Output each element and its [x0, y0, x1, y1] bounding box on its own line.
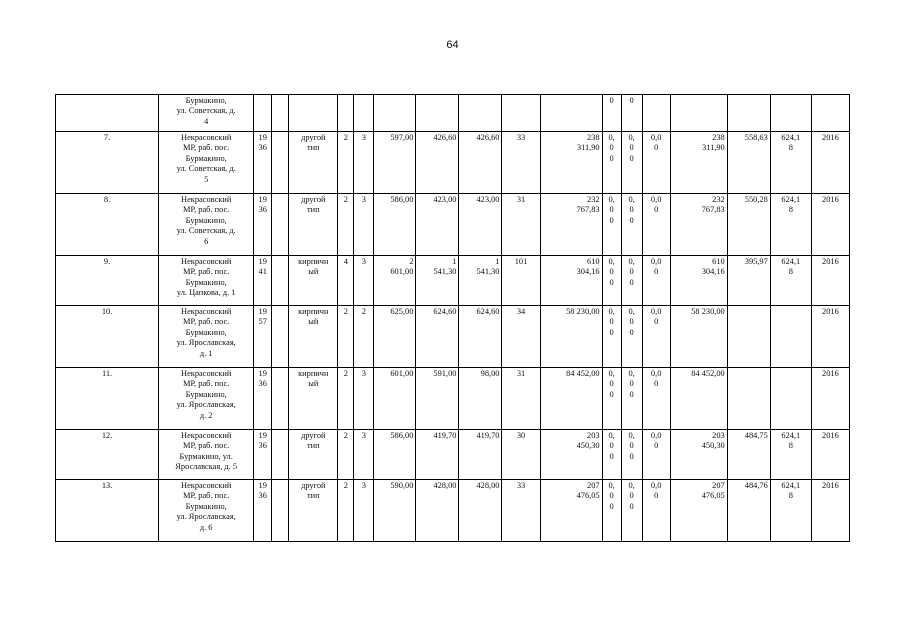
max-cost-cell: 624,1 8	[781, 431, 801, 451]
page-number: 64	[446, 39, 459, 51]
floors-cell: 2	[343, 481, 348, 490]
repair-cost-cell: 203 450,30	[576, 431, 600, 451]
regional-funds-cell: 0, 0 0	[628, 431, 635, 461]
row-number-cell: 8.	[103, 195, 111, 204]
local-funds-cell: 0,0 0	[650, 431, 662, 451]
federal-funds-cell: 0, 0 0	[608, 257, 615, 287]
table-row	[56, 256, 850, 306]
living-area-cell: 423,00	[433, 195, 457, 204]
floors-cell: 2	[343, 431, 348, 440]
residential-area-cell: 423,00	[476, 195, 500, 204]
floors-cell: 2	[343, 369, 348, 378]
residential-area-cell: 428,00	[476, 481, 500, 490]
total-area-cell: 597,00	[390, 133, 414, 142]
residents-cell: 34	[516, 307, 526, 316]
owner-funds-cell: 84 452,00	[691, 369, 725, 378]
owner-funds-cell: 610 304,16	[701, 257, 725, 277]
address-cell: Некрасовский МР, раб. пос. Бурмакино, ул. Цапкова, д. 1	[176, 257, 236, 298]
regional-funds-cell: 0, 0 0	[628, 133, 635, 163]
federal-funds-cell: 0, 0 0	[608, 307, 615, 337]
living-area-cell: 426,60	[433, 133, 457, 142]
federal-funds-cell: 0, 0 0	[608, 133, 615, 163]
regional-funds-cell: 0, 0 0	[628, 257, 635, 287]
floors-cell: 2	[343, 195, 348, 204]
max-cost-cell: 624,1 8	[781, 133, 801, 153]
year-built-cell: 19 36	[258, 481, 267, 501]
total-area-cell: 625,00	[390, 307, 414, 316]
local-funds-cell: 0,0 0	[650, 307, 662, 327]
local-funds-cell: 0,0 0	[650, 195, 662, 215]
table-row	[56, 480, 850, 542]
table-row	[56, 368, 850, 430]
completion-year-cell: 2016	[822, 307, 839, 316]
year-built-cell: 19 36	[258, 431, 267, 451]
address-cell: Некрасовский МР, раб. пос. Бурмакино, ул. Ярославская, д. 2	[176, 369, 236, 420]
living-area-cell: 419,70	[433, 431, 457, 440]
federal-funds-cell: 0, 0 0	[608, 431, 615, 461]
repair-cost-cell: 207 476,05	[576, 481, 600, 501]
table-row	[56, 306, 850, 368]
completion-year-cell: 2016	[822, 195, 839, 204]
address-cell: Некрасовский МР, раб. пос. Бурмакино, ул. Ярославская, д. 5	[175, 431, 238, 472]
completion-year-cell: 2016	[822, 431, 839, 440]
owner-funds-cell: 203 450,30	[701, 431, 725, 451]
year-built-cell: 19 36	[258, 369, 267, 389]
year-built-cell: 19 36	[258, 133, 267, 153]
specific-cost-cell: 484,76	[744, 481, 768, 490]
address-cell: Некрасовский МР, раб. пос. Бурмакино, ул. Советская, д. 5	[176, 133, 236, 184]
residents-cell: 31	[516, 195, 526, 204]
table-row	[56, 430, 850, 480]
local-funds-cell: 0,0 0	[650, 369, 662, 389]
wall-material-cell: кирпичн ый	[298, 307, 329, 327]
table-row	[56, 194, 850, 256]
local-funds-cell: 0,0 0	[650, 133, 662, 153]
address-cell: Некрасовский МР, раб. пос. Бурмакино, ул. Ярославская, д. 1	[176, 307, 236, 358]
max-cost-cell: 624,1 8	[781, 257, 801, 277]
row-number-cell: 7.	[103, 133, 111, 142]
max-cost-cell: 624,1 8	[781, 481, 801, 501]
specific-cost-cell: 395,97	[744, 257, 768, 266]
regional-funds-cell: 0, 0 0	[628, 195, 635, 225]
row-number-cell: 10.	[101, 307, 113, 316]
address-cell: Некрасовский МР, раб. пос. Бурмакино, ул. Советская, д. 6	[176, 195, 236, 246]
owner-funds-cell: 232 767,83	[701, 195, 725, 215]
year-built-cell: 19 41	[258, 257, 267, 277]
federal-funds-cell: 0, 0 0	[608, 195, 615, 225]
repair-cost-cell: 238 311,90	[576, 133, 600, 153]
federal-funds-cell: 0, 0 0	[608, 369, 615, 399]
entrances-cell: 3	[361, 481, 366, 490]
completion-year-cell: 2016	[822, 133, 839, 142]
entrances-cell: 3	[361, 195, 366, 204]
specific-cost-cell: 484,75	[744, 431, 768, 440]
local-funds-cell: 0,0 0	[650, 481, 662, 501]
regional-funds-cell: 0, 0 0	[628, 481, 635, 511]
specific-cost-cell: 558,63	[744, 133, 768, 142]
year-built-cell: 19 57	[258, 307, 267, 327]
residents-cell: 33	[516, 133, 526, 142]
address-cell: Некрасовский МР, раб. пос. Бурмакино, ул. Ярославская, д. 6	[176, 481, 236, 532]
year-built-cell: 19 36	[258, 195, 267, 215]
wall-material-cell: кирпичн ый	[298, 369, 329, 389]
residential-area-cell: 1 541,30	[476, 257, 500, 277]
wall-material-cell: другой тип	[301, 133, 326, 153]
repair-cost-cell: 232 767,83	[576, 195, 600, 215]
owner-funds-cell: 58 230,00	[691, 307, 725, 316]
total-area-cell: 2 601,00	[390, 257, 414, 277]
wall-material-cell: кирпичн ый	[298, 257, 329, 277]
regional-funds-cell: 0, 0 0	[628, 369, 635, 399]
max-cost-cell: 624,1 8	[781, 195, 801, 215]
living-area-cell: 591,00	[433, 369, 457, 378]
owner-funds-cell: 207 476,05	[701, 481, 725, 501]
housing-register-table	[55, 94, 850, 542]
row-number-cell: 11.	[101, 369, 113, 378]
specific-cost-cell: 550,28	[744, 195, 768, 204]
living-area-cell: 428,00	[433, 481, 457, 490]
repair-cost-cell: 84 452,00	[566, 369, 600, 378]
completion-year-cell: 2016	[822, 257, 839, 266]
floors-cell: 2	[343, 133, 348, 142]
living-area-cell: 1 541,30	[433, 257, 457, 277]
wall-material-cell: другой тип	[301, 431, 326, 451]
repair-cost-cell: 58 230,00	[566, 307, 600, 316]
local-funds-cell: 0,0 0	[650, 257, 662, 277]
federal-funds-cell: 0, 0 0	[608, 481, 615, 511]
residents-cell: 30	[516, 431, 526, 440]
entrances-cell: 3	[361, 257, 366, 266]
owner-funds-cell: 238 311,90	[702, 133, 725, 153]
entrances-cell: 3	[361, 431, 366, 440]
repair-cost-cell: 610 304,16	[576, 257, 600, 277]
completion-year-cell: 2016	[822, 481, 839, 490]
finance-cell: 0	[629, 96, 634, 105]
entrances-cell: 3	[361, 133, 366, 142]
total-area-cell: 586,00	[390, 431, 414, 440]
residents-cell: 33	[516, 481, 526, 490]
finance-cell: 0	[609, 96, 614, 105]
residential-area-cell: 624,60	[476, 307, 500, 316]
wall-material-cell: другой тип	[301, 195, 326, 215]
address-cell: Бурмакино, ул. Советская, д. 4	[176, 96, 236, 126]
entrances-cell: 2	[361, 307, 366, 316]
floors-cell: 2	[343, 307, 348, 316]
regional-funds-cell: 0, 0 0	[628, 307, 635, 337]
floors-cell: 4	[343, 257, 348, 266]
wall-material-cell: другой тип	[301, 481, 326, 501]
total-area-cell: 590,00	[390, 481, 414, 490]
row-number-cell: 13.	[101, 481, 113, 490]
table-row-continued	[56, 95, 850, 132]
residential-area-cell: 98,00	[480, 369, 500, 378]
residents-cell: 31	[516, 369, 526, 378]
residential-area-cell: 419,70	[476, 431, 500, 440]
living-area-cell: 624,60	[433, 307, 457, 316]
table-row	[56, 132, 850, 194]
residents-cell: 101	[514, 257, 528, 266]
entrances-cell: 3	[361, 369, 366, 378]
total-area-cell: 601,00	[390, 369, 414, 378]
completion-year-cell: 2016	[822, 369, 839, 378]
total-area-cell: 586,00	[390, 195, 414, 204]
row-number-cell: 9.	[103, 257, 111, 266]
row-number-cell: 12.	[101, 431, 113, 440]
residential-area-cell: 426,60	[476, 133, 500, 142]
